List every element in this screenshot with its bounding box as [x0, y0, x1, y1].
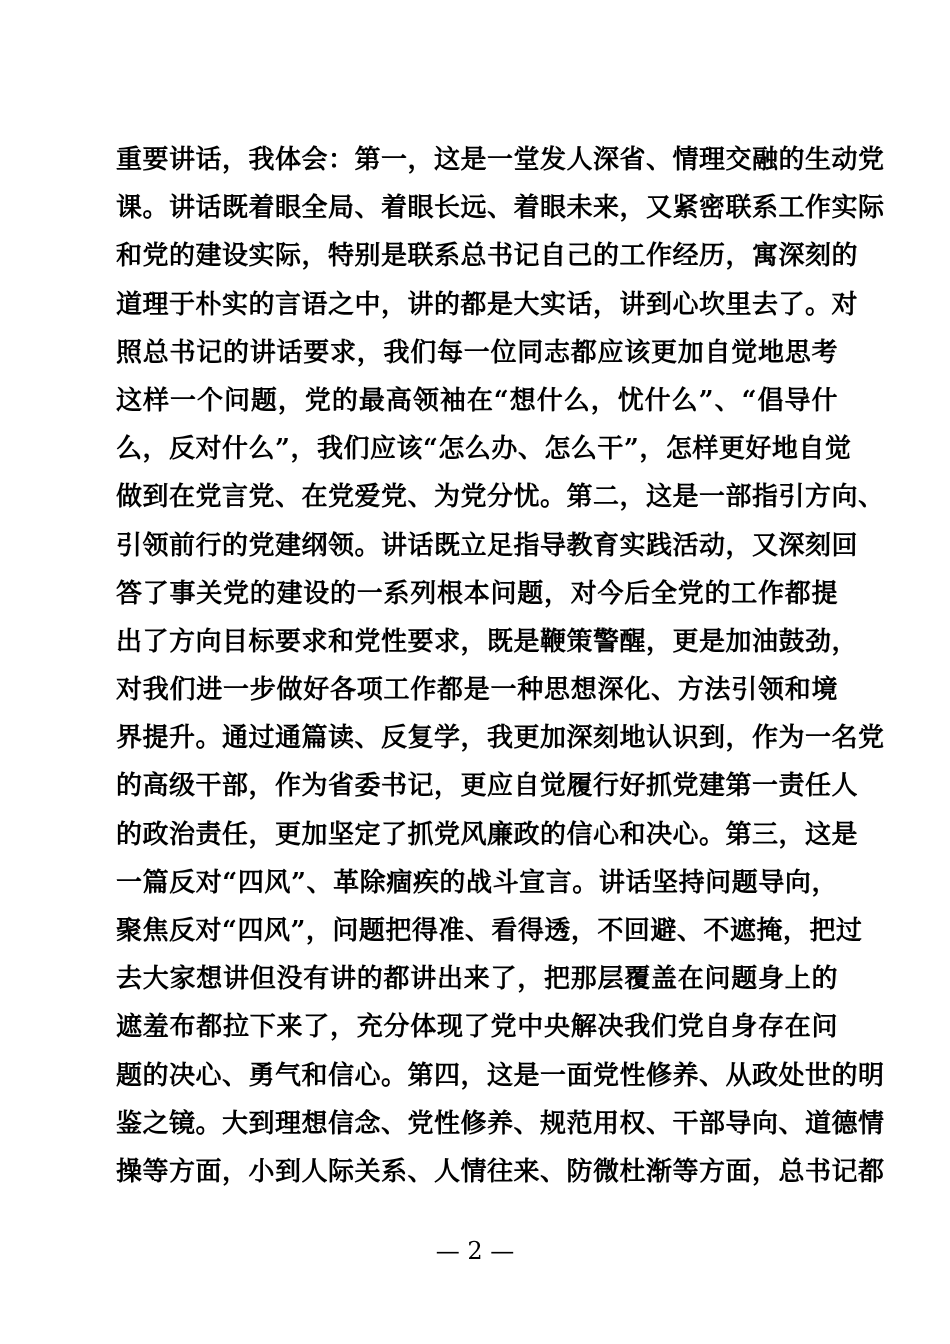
page-number: — 2 —	[435, 1237, 515, 1265]
text-line: 对我们进一步做好各项工作都是一种思想深化、方法引领和境	[116, 675, 838, 706]
text-line: 课。讲话既着眼全局、着眼长远、着眼未来，又紧密联系工作实际	[116, 193, 885, 224]
text-line: 道理于朴实的言语之中，讲的都是大实话，讲到心坎里去了。对	[116, 289, 859, 320]
text-line: 重要讲话，我体会：第一，这是一堂发人深省、情理交融的生动党	[116, 145, 885, 175]
text-line: 出了方向目标要求和党性要求，既是鞭策警醒，更是加油鼓劲，	[116, 626, 859, 657]
text-line: 鉴之镜。大到理想信念、党性修养、规范用权、干部导向、道德情	[116, 1108, 885, 1139]
text-line: 遮羞布都拉下来了，充分体现了党中央解决我们党自身存在问	[116, 1012, 838, 1043]
text-line: 的高级干部，作为省委书记，更应自觉履行好抓党建第一责任人	[116, 771, 859, 802]
text-line: 题的决心、勇气和信心。第四，这是一面党性修养、从政处世的明	[116, 1060, 885, 1091]
text-line: 操等方面，小到人际关系、人情往来、防微杜渐等方面，总书记都	[116, 1156, 885, 1187]
text-line: 的政治责任，更加坚定了抓党风廉政的信心和决心。第三，这是	[116, 819, 859, 850]
text-line: 么，反对什么”，我们应该“怎么办、怎么干”，怎样更好地自觉	[116, 434, 852, 465]
text-line: 一篇反对“四风”、革除痼疾的战斗宣言。讲话坚持问题导向，	[116, 867, 838, 898]
text-line: 去大家想讲但没有讲的都讲出来了，把那层覆盖在问题身上的	[116, 964, 838, 995]
text-line: 这样一个问题，党的最高领袖在“想什么，忧什么”、“倡导什	[116, 385, 838, 416]
text-line: 照总书记的讲话要求，我们每一位同志都应该更加自觉地思考	[116, 337, 838, 368]
text-line: 和党的建设实际，特别是联系总书记自己的工作经历，寓深刻的	[116, 241, 859, 272]
text-line: 界提升。通过通篇读、反复学，我更加深刻地认识到，作为一名党	[116, 723, 885, 754]
text-line: 答了事关党的建设的一系列根本问题，对今后全党的工作都提	[116, 578, 838, 609]
text-line: 聚焦反对“四风”，问题把得准、看得透，不回避、不遮掩，把过	[116, 916, 863, 946]
text-line: 做到在党言党、在党爱党、为党分忧。第二，这是一部指引方向、	[116, 482, 885, 513]
document-body	[116, 136, 885, 1196]
text-line: 引领前行的党建纲领。讲话既立足指导教育实践活动，又深刻回	[116, 530, 859, 561]
